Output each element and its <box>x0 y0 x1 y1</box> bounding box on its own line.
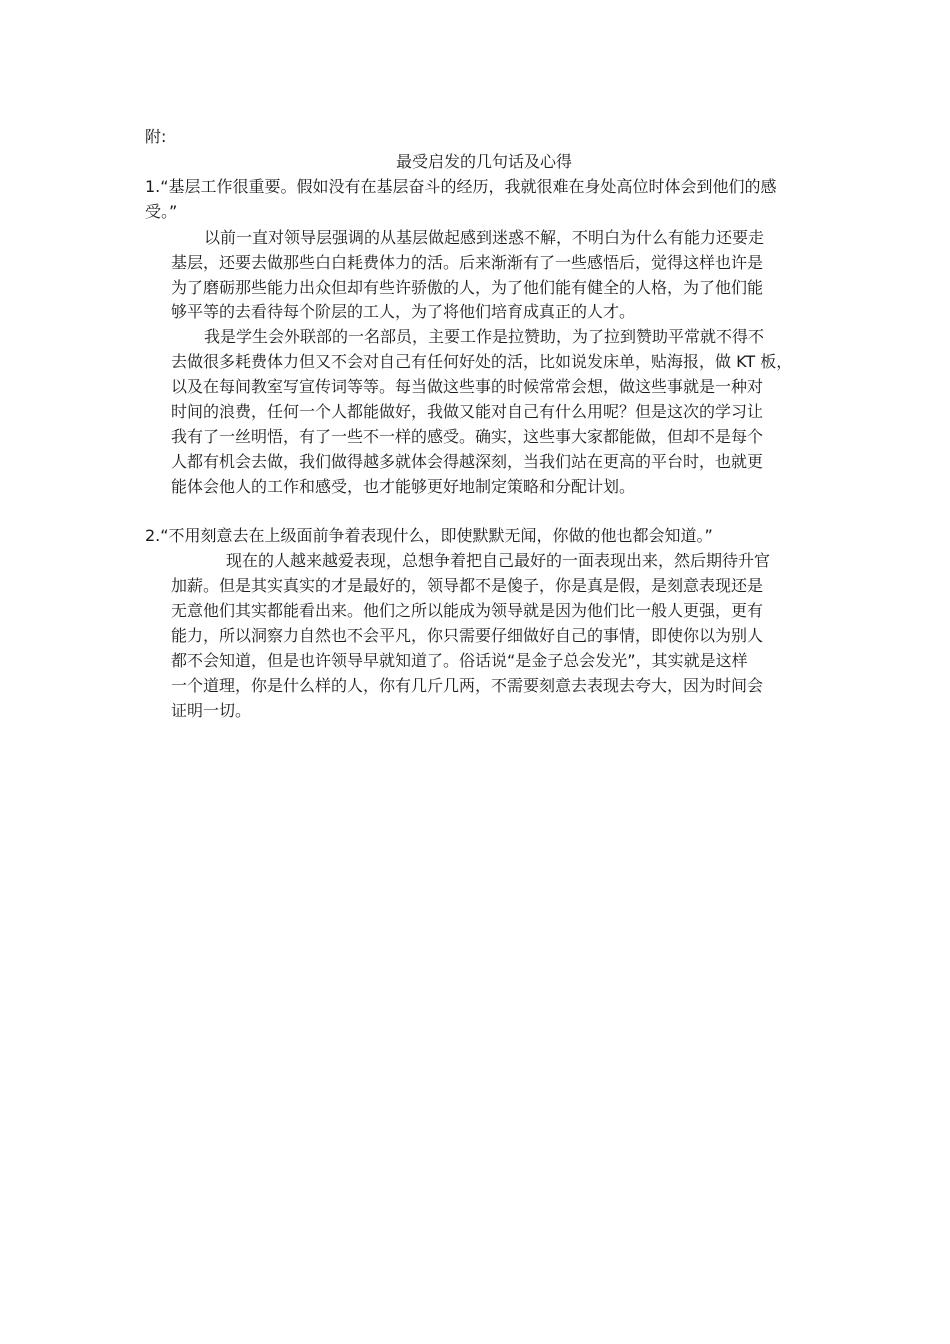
section1-paragraph2-line: 以及在每间教室写宣传词等等。每当做这些事的时候常常会想，做这些事就是一种对 <box>171 377 764 396</box>
section1-paragraph2-line: 时间的浪费，任何一个人都能做好，我做又能对自己有什么用呢？但是这次的学习让 <box>171 402 764 421</box>
section2-quote-line: 2.“不用刻意去在上级面前争着表现什么，即使默默无闻，你做的他也都会知道。” <box>145 526 713 545</box>
section2-paragraph-line: 无意他们其实都能看出来。他们之所以能成为领导就是因为他们比一般人更强，更有 <box>171 601 764 620</box>
section1-paragraph1-line: 够平等的去看待每个阶层的工人，为了将他们培育成真正的人才。 <box>171 302 636 321</box>
section2-paragraph-line: 证明一切。 <box>171 701 252 720</box>
page-title: 最受启发的几句话及心得 <box>396 152 573 171</box>
section1-paragraph2-line: 能体会他人的工作和感受，也才能够更好地制定策略和分配计划。 <box>171 477 636 496</box>
section1-paragraph1-line: 为了磨砺那些能力出众但却有些许骄傲的人，为了他们能有健全的人格，为了他们能 <box>171 278 764 297</box>
section1-paragraph1-line: 以前一直对领导层强调的从基层做起感到迷惑不解，不明白为什么有能力还要走 <box>204 228 765 247</box>
section1-quote-line: 受。” <box>145 202 178 221</box>
section1-paragraph1-line: 基层，还要去做那些白白耗费体力的活。后来渐渐有了一些感悟后，觉得这样也许是 <box>171 253 764 272</box>
section1-paragraph2-line: 去做很多耗费体力但又不会对自己有任何好处的活，比如说发床单，贴海报，做 KT 板， <box>171 352 793 371</box>
section2-paragraph-line: 能力，所以洞察力自然也不会平凡，你只需要仔细做好自己的事情，即使你以为别人 <box>171 626 764 645</box>
section1-quote-line: 1.“基层工作很重要。假如没有在基层奋斗的经历，我就很难在身处高位时体会到他们的感 <box>145 177 777 196</box>
section2-paragraph-line: 现在的人越来越爱表现，总想争着把自己最好的一面表现出来，然后期待升官 <box>226 551 771 570</box>
section2-paragraph-line: 加薪。但是其实真实的才是最好的，领导都不是傻子，你是真是假，是刻意表现还是 <box>171 576 764 595</box>
section1-paragraph2-line: 人都有机会去做，我们做得越多就体会得越深刻，当我们站在更高的平台时，也就更 <box>171 452 764 471</box>
appendix-label: 附: <box>145 127 167 146</box>
section2-paragraph-line: 都不会知道，但是也许领导早就知道了。俗话说“是金子总会发光”，其实就是这样 <box>171 651 748 670</box>
section1-paragraph2-line: 我是学生会外联部的一名部员，主要工作是拉赞助，为了拉到赞助平常就不得不 <box>204 327 765 346</box>
section1-paragraph2-line: 我有了一丝明悟，有了一些不一样的感受。确实，这些事大家都能做，但却不是每个 <box>171 427 764 446</box>
section2-paragraph-line: 一个道理，你是什么样的人，你有几斤几两，不需要刻意去表现去夸大，因为时间会 <box>171 676 764 695</box>
